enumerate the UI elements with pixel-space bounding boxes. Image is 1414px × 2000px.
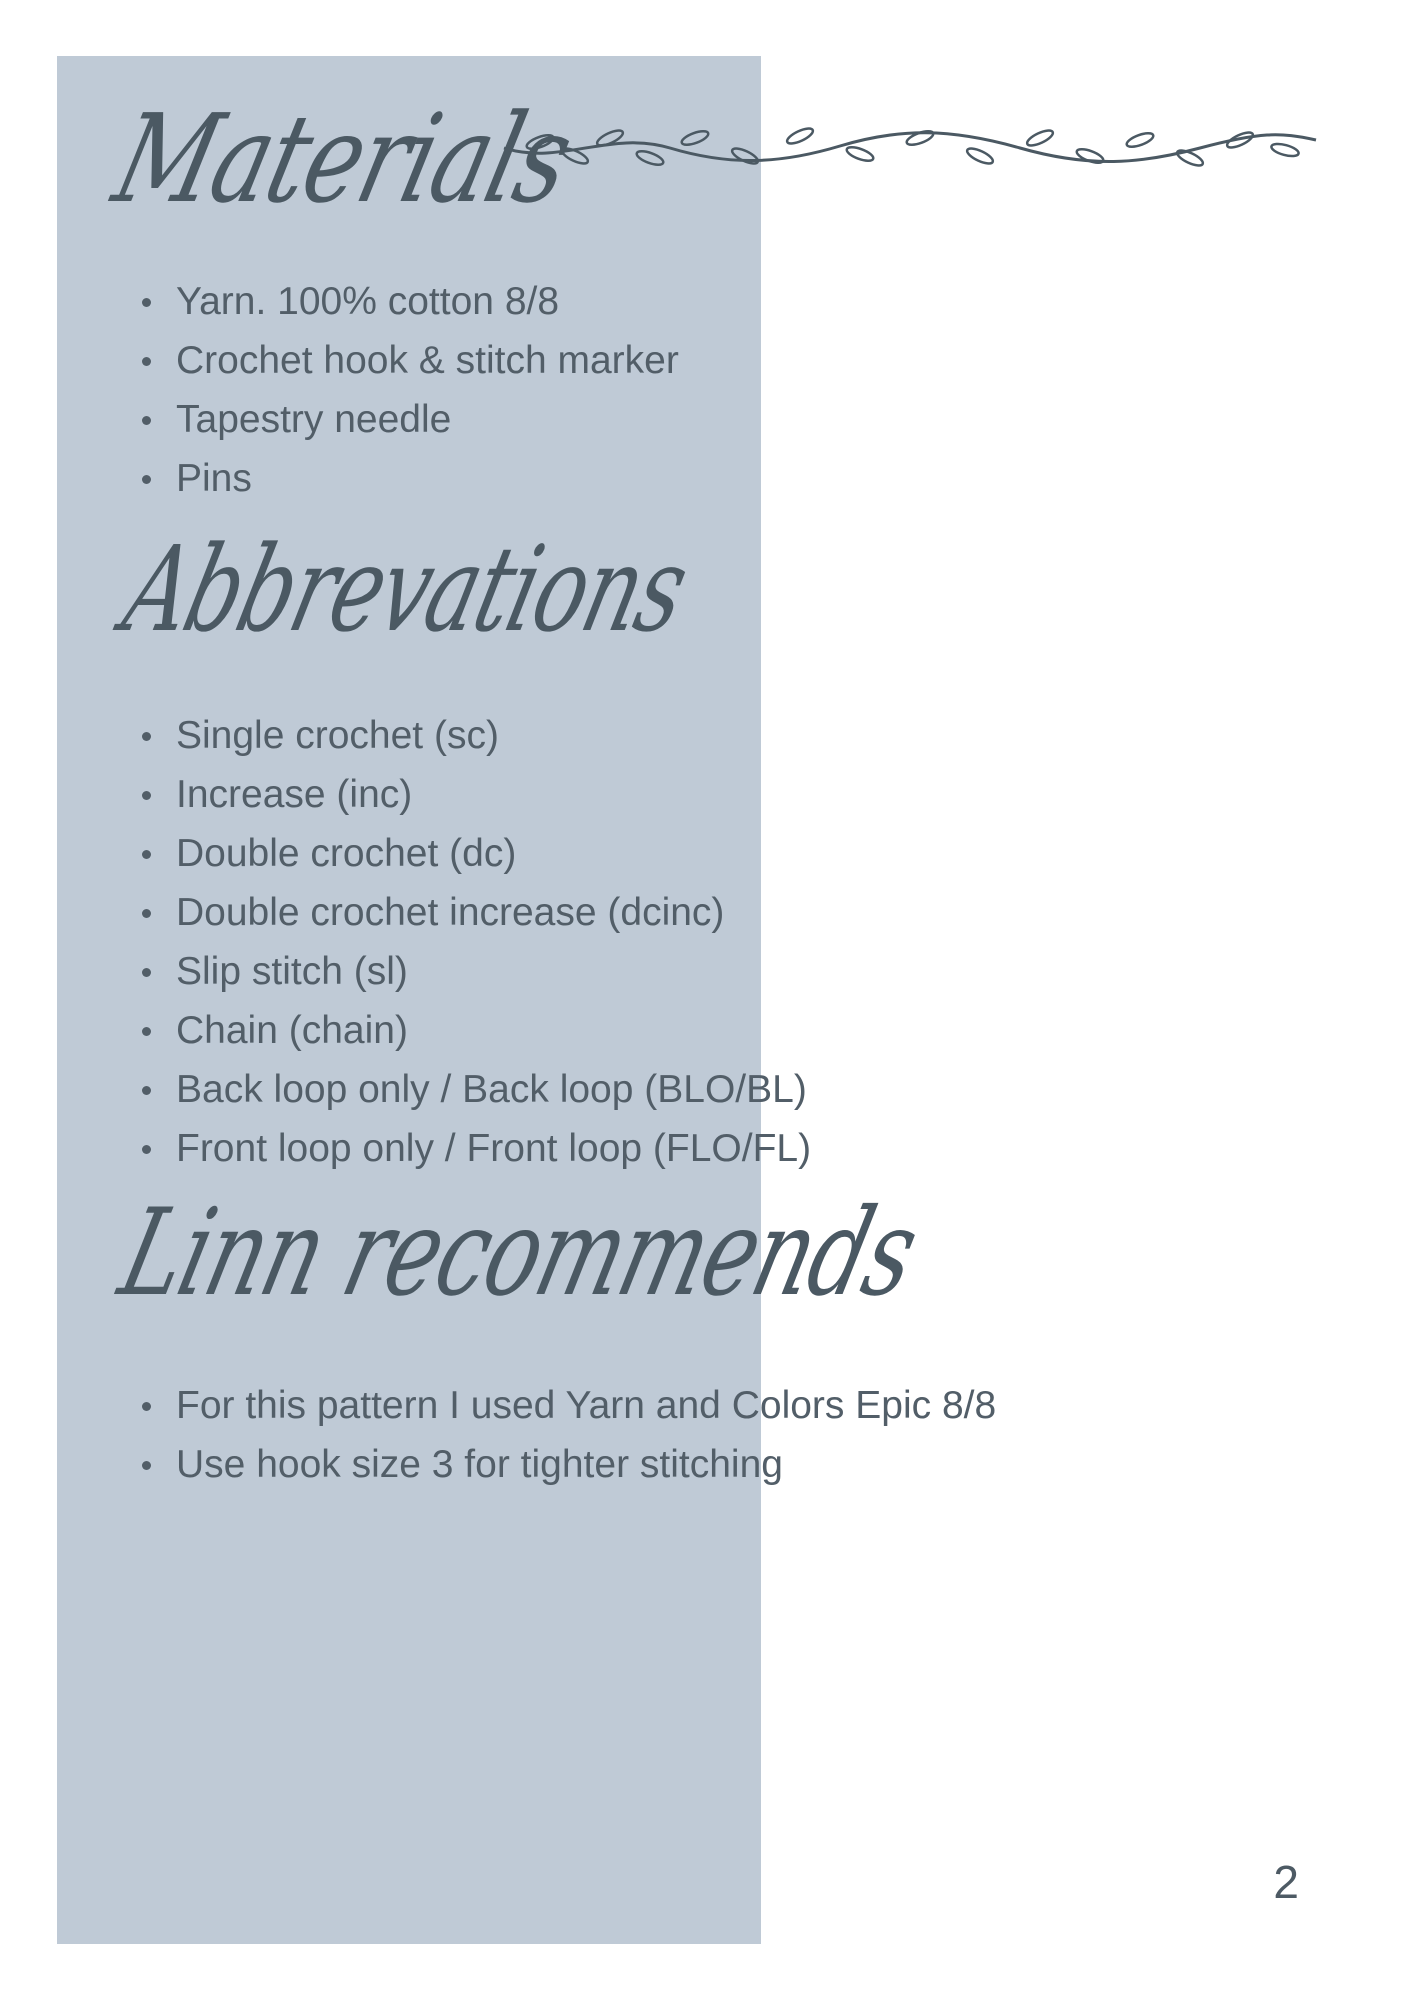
abbreviations-list bbox=[138, 706, 811, 1178]
list-item: Use hook size 3 for tighter stitching bbox=[138, 1435, 996, 1494]
list-item: Slip stitch (sl) bbox=[138, 942, 811, 1001]
list-item: Crochet hook & stitch marker bbox=[138, 331, 679, 390]
list-item: Double crochet (dc) bbox=[138, 824, 811, 883]
abbreviations-heading: Abbrevations bbox=[112, 520, 700, 658]
page-number: 2 bbox=[1273, 1856, 1299, 1908]
materials-heading: Materials bbox=[102, 88, 585, 230]
list-item: Front loop only / Front loop (FLO/FL) bbox=[138, 1119, 811, 1178]
recommends-heading: Linn recommends bbox=[108, 1184, 930, 1323]
list-item: Single crochet (sc) bbox=[138, 706, 811, 765]
list-item: Tapestry needle bbox=[138, 390, 679, 449]
list-item: Increase (inc) bbox=[138, 765, 811, 824]
materials-list bbox=[138, 272, 679, 508]
list-item: Yarn. 100% cotton 8/8 bbox=[138, 272, 679, 331]
list-item: Pins bbox=[138, 449, 679, 508]
list-item: Back loop only / Back loop (BLO/BL) bbox=[138, 1060, 811, 1119]
list-item: For this pattern I used Yarn and Colors Epic 8/8 bbox=[138, 1376, 996, 1435]
recommends-list bbox=[138, 1376, 996, 1494]
list-item: Chain (chain) bbox=[138, 1001, 811, 1060]
list-item: Double crochet increase (dcinc) bbox=[138, 883, 811, 942]
leaf-vine-divider-icon bbox=[500, 118, 1320, 178]
